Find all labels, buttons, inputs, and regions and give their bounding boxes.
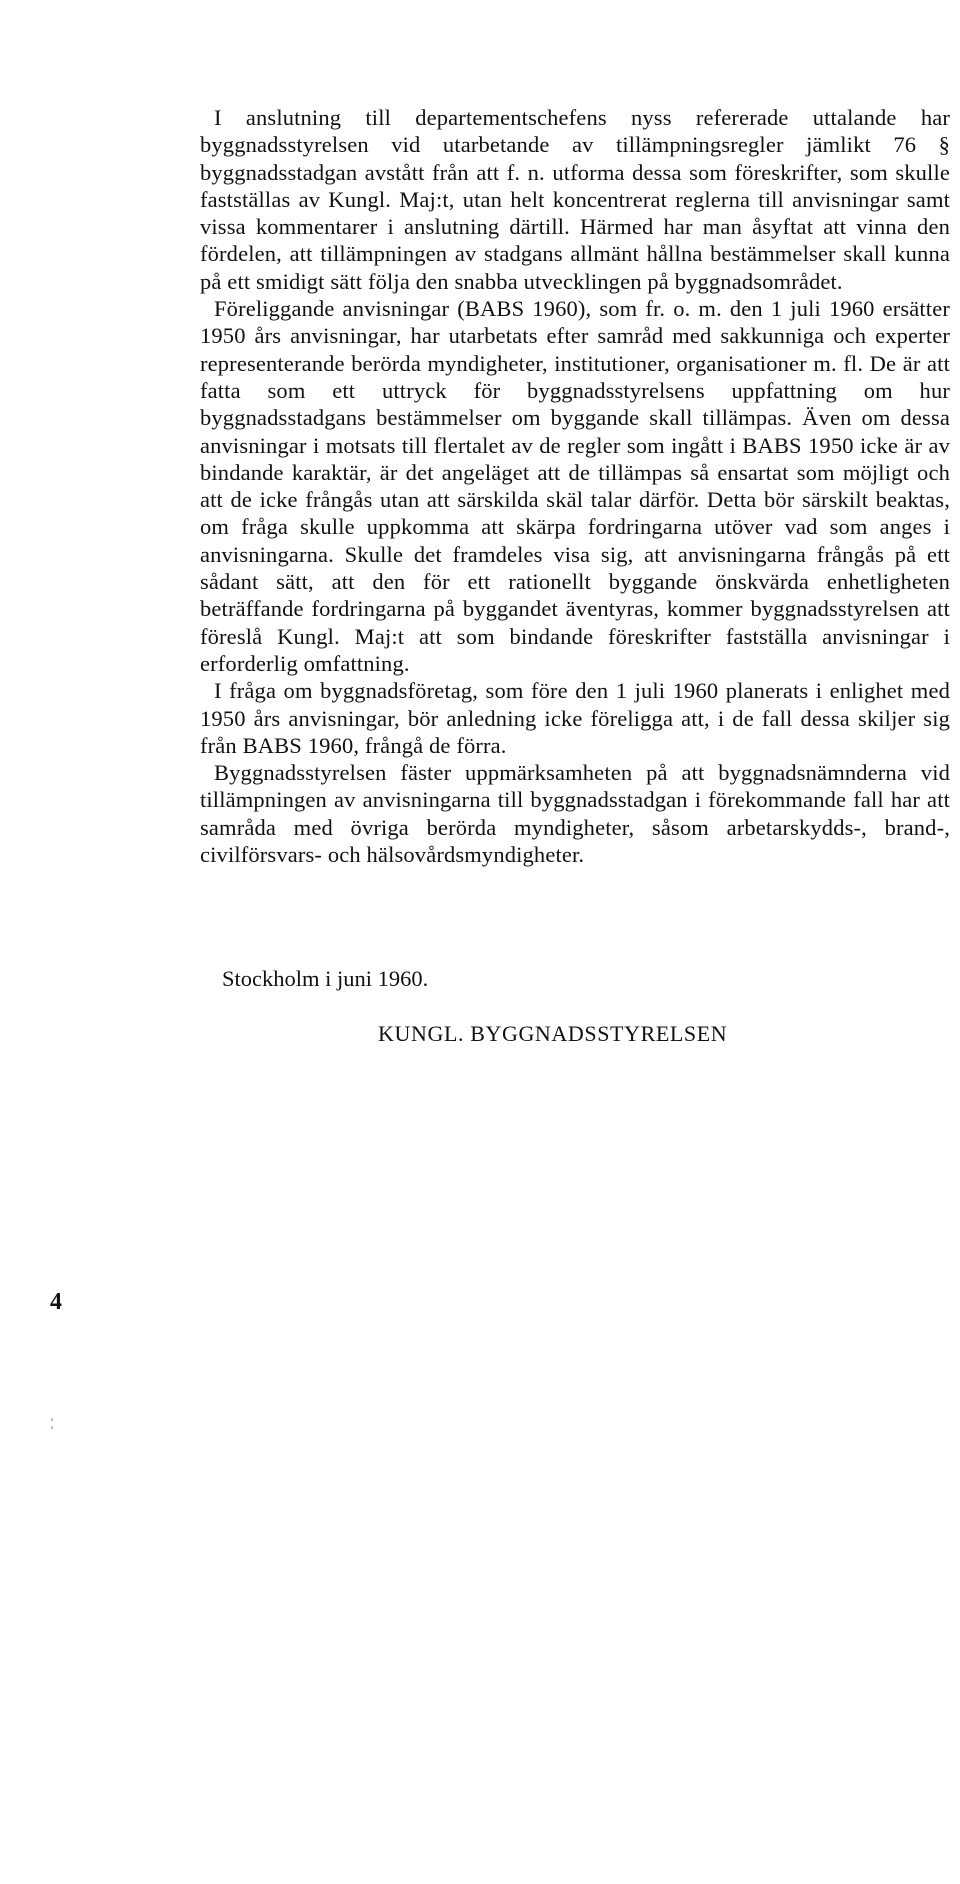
- scan-speck-mark: [51, 1418, 53, 1421]
- paragraph-3: I fråga om byggnadsföretag, som före den 1 juli 1960 planerats i enlighet med 1950 års anvisningar, bör anledning icke föreligga att, i de fall dessa skiljer sig från BABS 1960, frångå de förra.: [200, 678, 950, 758]
- signature: KUNGL. BYGGNADSSTYRELSEN: [378, 1021, 728, 1046]
- paragraph-4: Byggnadsstyrelsen fäster uppmärksamheten på att byggnadsnämnderna vid tillämpningen av anvisningarna till byggnadsstadgan i förekommande fall har att samråda med övriga berörda myndigheter, såsom arbetarskydds-, brand-, civilförsvars- och hälsovårdsmyndigheter.: [200, 760, 950, 868]
- scan-speck-mark: [51, 1426, 53, 1429]
- paragraph-1: I anslutning till departementschefens nyss refererade uttalande har byggnadsstyrelsen vid utarbetande av tillämpningsregler jämlikt 76 § byggnadsstadgan avstått från att f. n. utforma dessa som föreskrifter, som skulle fastställas av Kungl. Maj:t, utan helt koncentrerat reglerna till anvisningar samt vissa kommentarer i anslutning därtill. Härmed har man åsyftat att vinna den fördelen, att tillämpningen av stadgans allmänt hållna bestämmelser skall kunna på ett smidigt sätt följa den snabba utvecklingen på byggnadsområdet.: [200, 105, 950, 294]
- page-number: 4: [50, 1289, 62, 1315]
- body-text: [200, 104, 950, 868]
- paragraph-2: Föreliggande anvisningar (BABS 1960), som fr. o. m. den 1 juli 1960 ersätter 1950 års anvisningar, har utarbetats efter samråd med sakkunniga och experter representerande berörda myndigheter, institutioner, organisationer m. fl. De är att fatta som ett uttryck för byggnadsstyrelsens uppfattning om hur byggnadsstadgans bestämmelser om byggande skall tillämpas. Även om dessa anvisningar i motsats till flertalet av de regler som ingått i BABS 1950 icke är av bindande karaktär, är det angeläget att de tillämpas så ensartat som möjligt och att de icke frångås utan att särskilda skäl talar därför. Detta bör särskilt beaktas, om fråga skulle uppkomma att skärpa fordringarna utöver vad som anges i anvisningarna. Skulle det framdeles visa sig, att anvisningarna frångås på ett sådant sätt, att den för ett rationellt byggande önskvärda enhetligheten beträffande fordringarna på byggandet äventyras, kommer byggnadsstyrelsen att föreslå Kungl. Maj:t att som bindande föreskrifter fastställa anvisningar i erforderlig omfattning.: [200, 296, 950, 676]
- closing-place-date: Stockholm i juni 1960.: [222, 966, 429, 991]
